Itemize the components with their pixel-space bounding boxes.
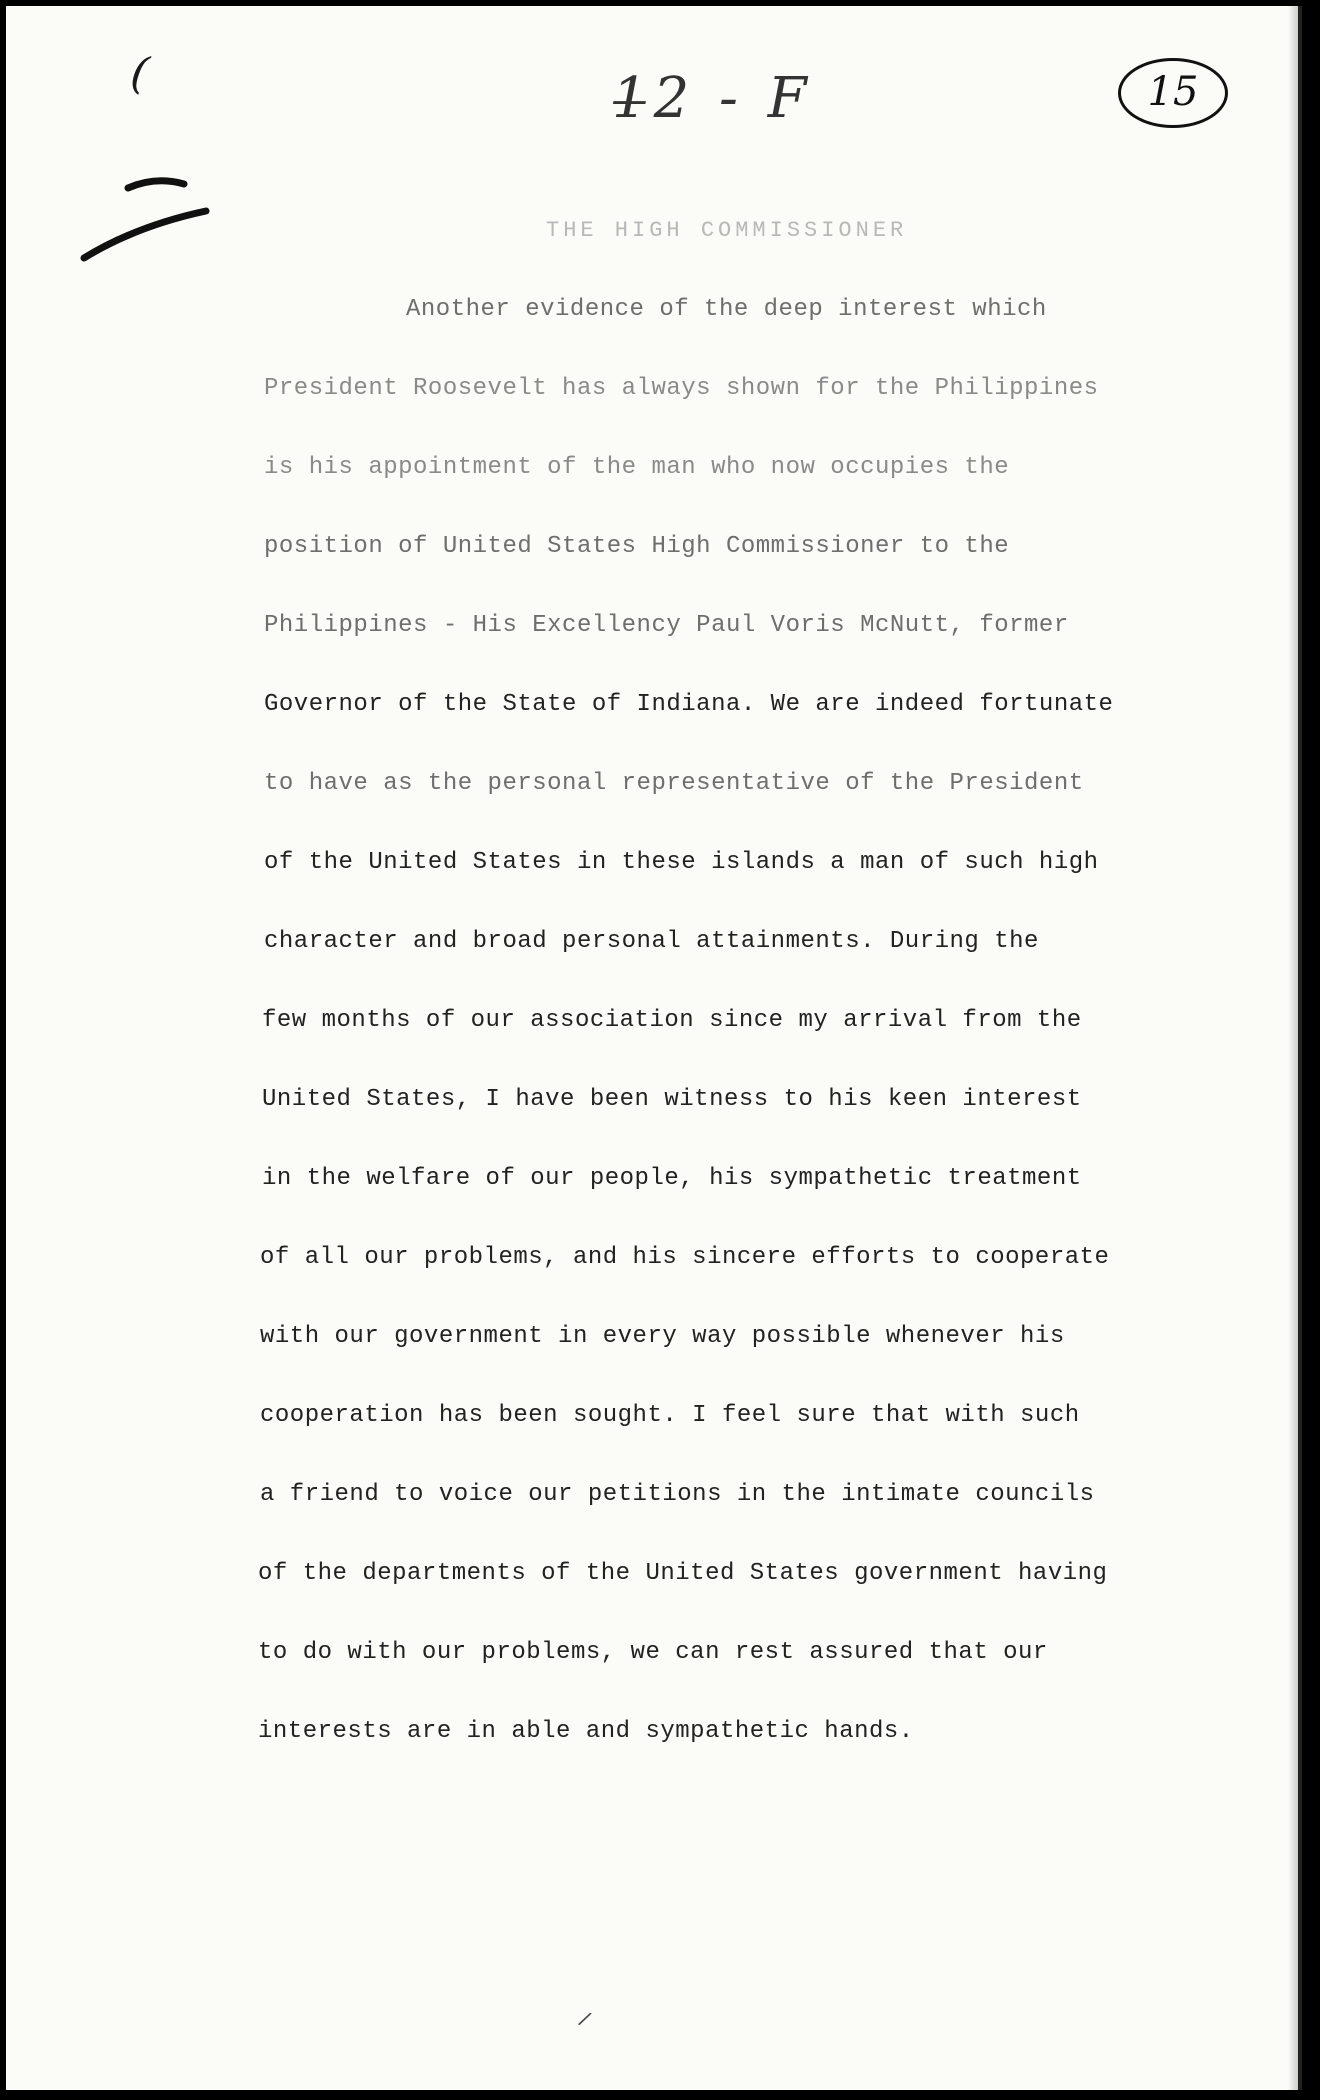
paragraph-line: Philippines - His Excellency Paul Voris McNutt, former: [264, 612, 1069, 639]
paragraph-line: to do with our problems, we can rest assured that our: [258, 1639, 1048, 1666]
paragraph-line: a friend to voice our petitions in the intimate councils: [260, 1481, 1095, 1508]
page-number: 15: [1118, 58, 1228, 128]
paragraph-line: cooperation has been sought. I feel sure that with such: [260, 1402, 1080, 1429]
paragraph-line: character and broad personal attainments. During the: [264, 928, 1039, 955]
document-title: THE HIGH COMMISSIONER: [546, 218, 908, 243]
handwritten-dash-icon: [76, 166, 216, 276]
paragraph-line: few months of our association since my arrival from the: [262, 1007, 1082, 1034]
paragraph-line: of all our problems, and his sincere efforts to cooperate: [260, 1244, 1110, 1271]
paragraph-line: to have as the personal representative of the President: [264, 770, 1084, 797]
footer-mark: /: [574, 2008, 594, 2035]
paragraph-line: in the welfare of our people, his sympathetic treatment: [262, 1165, 1082, 1192]
paragraph-line: Governor of the State of Indiana. We are indeed fortunate: [264, 691, 1114, 718]
paragraph-line: of the departments of the United States government having: [258, 1560, 1108, 1587]
paragraph-line: with our government in every way possible whenever his: [260, 1323, 1065, 1350]
handwritten-mark: (: [127, 47, 152, 100]
document-page: [6, 6, 1302, 2090]
paragraph-line: interests are in able and sympathetic hands.: [258, 1718, 914, 1745]
paragraph-line: of the United States in these islands a man of such high: [264, 849, 1099, 876]
paragraph-line: is his appointment of the man who now occupies the: [264, 454, 1010, 481]
handwritten-file-number: 1̶2 - F: [612, 66, 813, 131]
paragraph-line: United States, I have been witness to his keen interest: [262, 1086, 1082, 1113]
paragraph-line: President Roosevelt has always shown for the Philippines: [264, 375, 1099, 402]
paragraph-line: Another evidence of the deep interest which: [406, 296, 1047, 323]
paragraph-line: position of United States High Commissioner to the: [264, 533, 1010, 560]
